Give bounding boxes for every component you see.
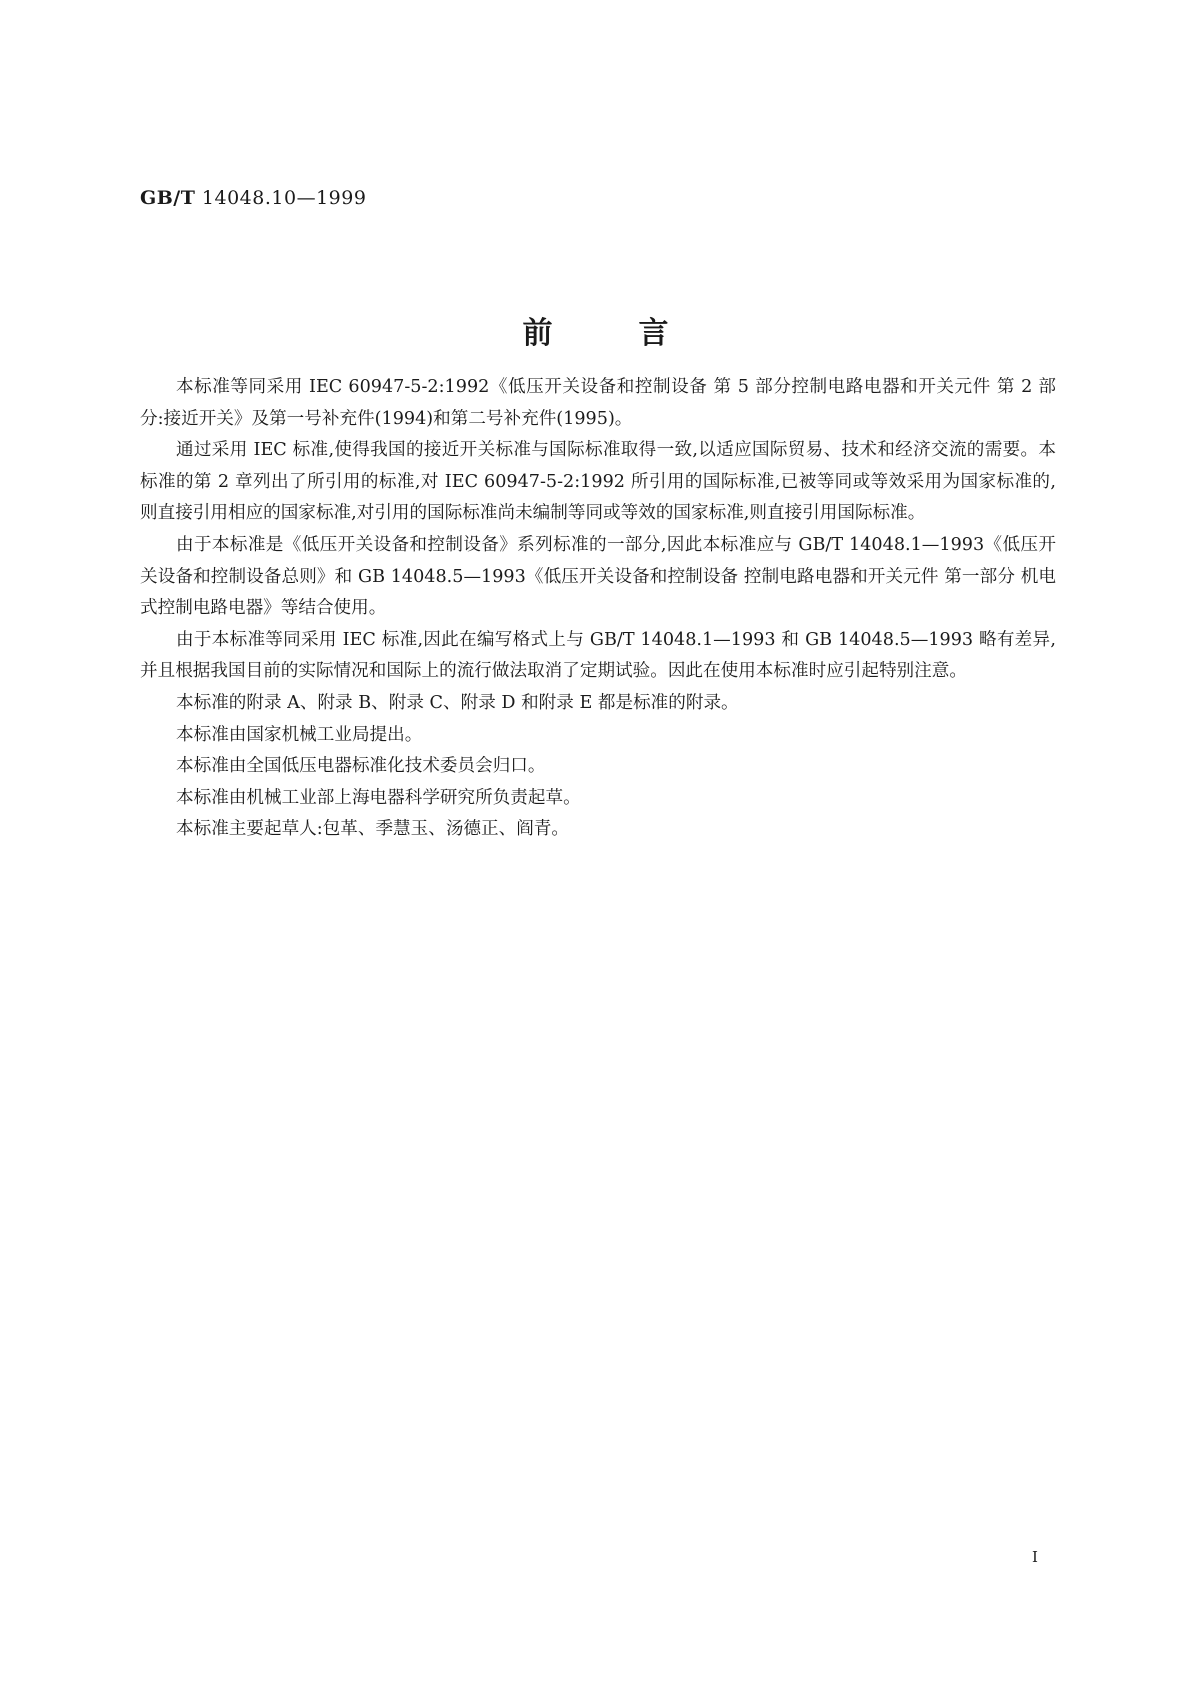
- paragraph: 本标准由机械工业部上海电器科学研究所负责起草。: [176, 787, 581, 808]
- paragraph: 通过采用 IEC 标准,使得我国的接近开关标准与国际标准取得一致,以适应国际贸易、技术和经济交流的需要。本标准的第 2 章列出了所引用的标准,对 IEC 60947-5-2:1992 所引用的国际标准,已被等同或等效采用为国家标准的,则直接引用相应的国家标准,对引用的国际标准尚未编制等同或等效的国家标准,则直接引用国际标准。: [140, 440, 1056, 524]
- paragraph: 本标准的附录 A、附录 B、附录 C、附录 D 和附录 E 都是标准的附录。: [176, 692, 739, 713]
- paragraph: 由于本标准是《低压开关设备和控制设备》系列标准的一部分,因此本标准应与 GB/T 14048.1—1993《低压开关设备和控制设备总则》和 GB 14048.5—1993《低压开关设备和控制设备 控制电路电器和开关元件 第一部分 机电式控制电路电器》等结合使用。: [140, 534, 1056, 619]
- paragraph: 本标准主要起草人:包革、季慧玉、汤德正、阎青。: [176, 819, 569, 840]
- paragraph: 由于本标准等同采用 IEC 标准,因此在编写格式上与 GB/T 14048.1—1993 和 GB 14048.5—1993 略有差异,并且根据我国目前的实际情况和国际上的流行做法取消了定期试验。因此在使用本标准时应引起特别注意。: [140, 629, 1056, 682]
- page-title: 前言: [522, 316, 755, 351]
- foreword-body: [140, 372, 1056, 846]
- standard-code: [140, 187, 366, 209]
- paragraph: 本标准等同采用 IEC 60947-5-2:1992《低压开关设备和控制设备 第 5 部分控制电路电器和开关元件 第 2 部分:接近开关》及第一号补充件(1994)和第二号补充件(1995)。: [140, 377, 1056, 429]
- standard-number: 14048.10—1999: [201, 187, 367, 209]
- standard-prefix: GB/T: [140, 187, 196, 209]
- page-number: I: [1032, 1548, 1038, 1566]
- paragraph: 本标准由国家机械工业局提出。: [176, 724, 423, 745]
- paragraph: 本标准由全国低压电器标准化技术委员会归口。: [176, 756, 546, 777]
